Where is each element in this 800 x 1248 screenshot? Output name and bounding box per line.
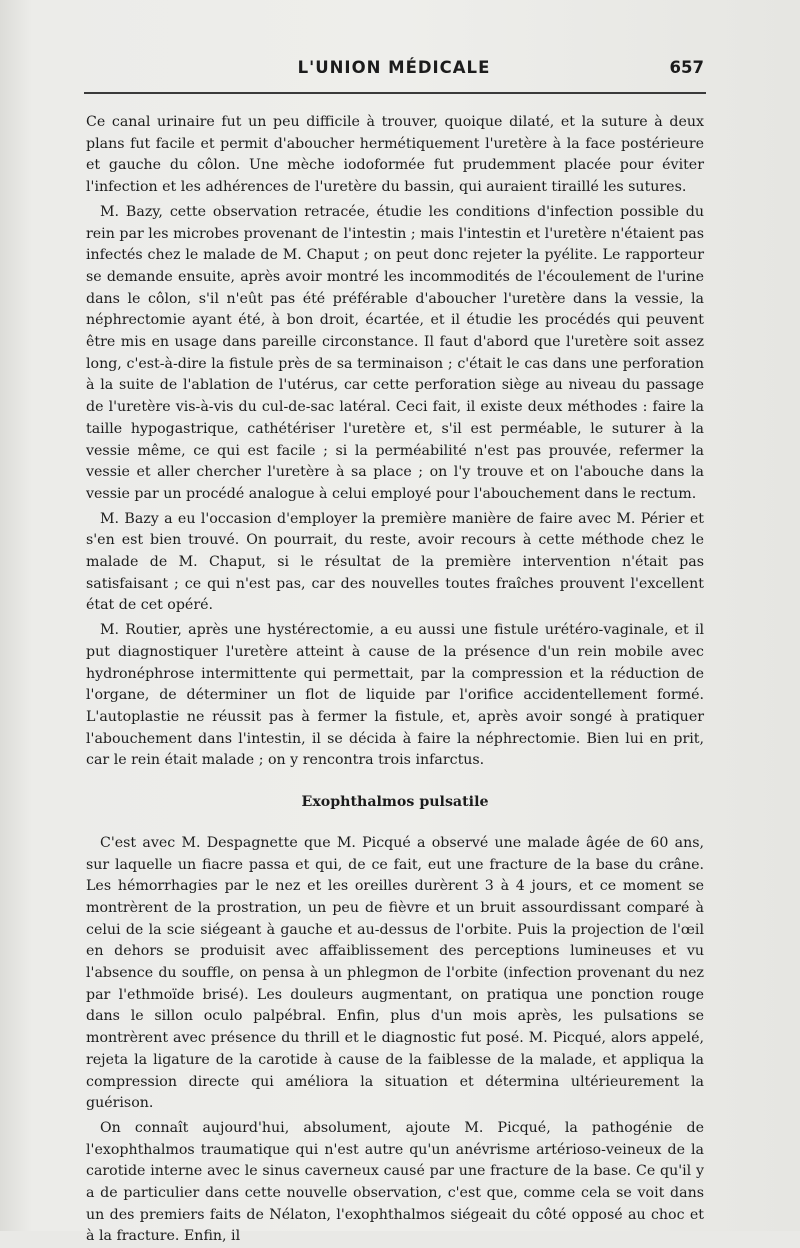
article-body [86, 112, 704, 1248]
paragraph-3: M. Bazy a eu l'occasion d'employer la première manière de faire avec M. Périer et s'en est bien trouvé. On pourrait, du reste, avoir recours à cette méthode chez le malade de M. Chaput, si le résultat de la première intervention n'était pas satisfaisant ; ce qui n'est pas, car des nouvelles toutes fraîches prouvent l'excellent état de cet opéré. [86, 510, 704, 614]
header-rule [84, 92, 706, 94]
section-heading: Exophthalmos pulsatile [301, 794, 489, 811]
page-header [84, 58, 704, 86]
paragraph-4: M. Routier, après une hystérectomie, a eu aussi une fistule urétéro-vaginale, et il put diagnostiquer l'uretère atteint à cause de la présence d'un rein mobile avec hydronéphrose intermittente qui permettait, par la compression et la réduction de l'organe, de déterminer un flot de liquide par l'orifice accidentellement formé. L'autoplastie ne réussit pas à fermer la fistule, et, après avoir songé à pratiquer l'abouchement dans l'intestin, il se décida à faire la néphrectomie. Bien lui en prit, car le rein était malade ; on y rencontra trois infarctus. [86, 622, 704, 769]
page-number: 657 [669, 58, 704, 77]
paragraph-1: Ce canal urinaire fut un peu difficile à trouver, quoique dilaté, et la suture à deux plans fut facile et permit d'aboucher hermétiquement l'uretère à la face postérieure et gauche du côlon. Une mèche iodoformée fut prudemment placée pour éviter l'infection et les adhérences de l'uretère du bassin, qui auraient tiraillé les sutures. [86, 114, 704, 196]
paragraph-2: M. Bazy, cette observation retracée, étudie les conditions d'infection possible du rein par les microbes provenant de l'intestin ; mais l'intestin et l'uretère n'étaient pas infectés chez le malade de M. Chaput ; on peut donc rejeter la pyélite. Le rapporteur se demande ensuite, après avoir montré les incommodités de l'écoulement de l'urine dans le côlon, s'il n'eût pas été préférable d'aboucher l'uretère dans la vessie, la néphrectomie ayant été, à bon droit, écartée, et il étudie les procédés qui peuvent être mis en usage dans pareille circonstance. Il faut d'abord que l'uretère soit assez long, c'est-à-dire la fistule près de sa terminaison ; c'était le cas dans une perforation à la suite de l'ablation de l'utérus, car cette perforation siège au niveau du passage de l'uretère vis-à-vis du cul-de-sac latéral. Ceci fait, il existe deux méthodes : faire la taille hypogastrique, cathétériser l'uretère et, s'il est perméable, le suturer à la vessie même, ce qui est facile ; si la perméabilité n'est pas prouvée, refermer la vessie et aller chercher l'uretère à sa place ; on l'y trouve et on l'abouche dans la vessie par un procédé analogue à celui employé pour l'abouchement dans le rectum. [86, 203, 704, 502]
paragraph-5: C'est avec M. Despagnette que M. Picqué a observé une malade âgée de 60 ans, sur laquelle un fiacre passa et qui, de ce fait, eut une fracture de la base du crâne. Les hémorrhagies par le nez et les oreilles durèrent 3 à 4 jours, et ce moment se montrèrent de la prostration, un peu de fièvre et un bruit assourdissant comparé à celui de la scie siégeant à gauche et au-dessus de l'orbite. Puis la projection de l'œil en dehors se produisit avec affaiblissement des perceptions lumineuses et vu l'absence du souffle, on pensa à un phlegmon de l'orbite (infection provenant du nez par l'ethmoïde brisé). Les douleurs augmentant, on pratiqua une ponction rouge dans le sillon oculo palpébral. Enfin, plus d'un mois après, les pulsations se montrèrent avec présence du thrill et le diagnostic fut posé. M. Picqué, alors appelé, rejeta la ligature de la carotide à cause de la faiblesse de la malade, et appliqua la compression directe qui améliora la situation et détermina ultérieurement la guérison. [86, 834, 704, 1112]
paragraph-6: On connaît aujourd'hui, absolument, ajoute M. Picqué, la pathogénie de l'exophthalmos traumatique qui n'est autre qu'un anévrisme artérioso-veineux de la carotide interne avec le sinus caverneux causé par une fracture de la base. Ce qu'il y a de particulier dans cette nouvelle observation, c'est que, comme cela se voit dans un des premiers faits de Nélaton, l'exophthalmos siégeait du côté opposé au choc et à la fracture. Enfin, il [86, 1119, 704, 1245]
running-title: L'UNION MÉDICALE [297, 58, 491, 77]
